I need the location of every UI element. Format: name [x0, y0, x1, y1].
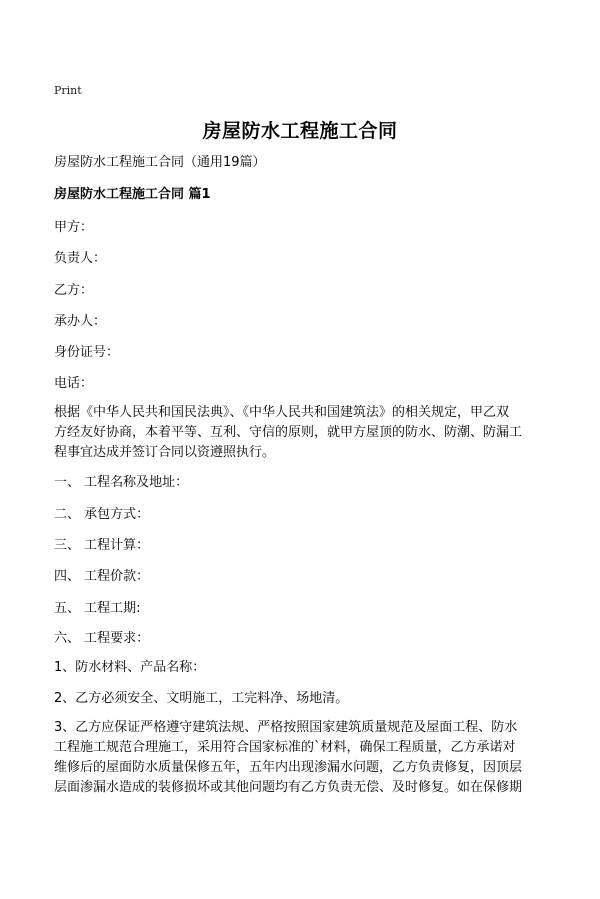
- field-party-a-contact: 负责人：: [54, 251, 107, 266]
- item-contract-method: 二、 承包方式：: [54, 507, 150, 522]
- intro-paragraph: [54, 403, 554, 463]
- item-project-name: 一、 工程名称及地址：: [54, 475, 189, 490]
- field-id-number: 身份证号：: [54, 345, 120, 360]
- clause-line: 层面渗漏水造成的装修损坏或其他问题均有乙方负责无偿、及时修复。如在保修期: [54, 780, 523, 795]
- intro-line: 程事宜达成并签订合同以资遵照执行。: [54, 445, 276, 460]
- item-safety: 2、乙方必须安全、文明施工，工完料净、场地清。: [54, 691, 349, 706]
- clause-line: 工程施工规范合理施工，采用符合国家标准的`材料，确保工程质量，乙方承诺对: [54, 740, 516, 755]
- print-label: Print: [54, 84, 82, 97]
- field-party-b-agent: 承办人：: [54, 314, 107, 329]
- field-party-b: 乙方：: [54, 283, 94, 298]
- item-duration: 五、 工程工期:: [54, 601, 141, 616]
- clause-line: 维修后的屋面防水质量保修五年，五年内出现渗漏水问题，乙方负责修复，因顶层: [54, 760, 523, 775]
- document-title: 房屋防水工程施工合同: [202, 120, 398, 142]
- section-heading: 房屋防水工程施工合同 篇1: [54, 187, 211, 202]
- field-party-a: 甲方：: [54, 220, 94, 235]
- intro-line: 根据《中华人民共和国民法典》、《中华人民共和国建筑法》的相关规定，甲乙双: [54, 405, 510, 420]
- field-phone: 电话：: [54, 376, 94, 391]
- document-subtitle: 房屋防水工程施工合同（通用19篇）: [54, 155, 266, 170]
- item-requirements: 六、 工程要求：: [54, 631, 150, 646]
- item-material: 1、防水材料、产品名称：: [54, 660, 206, 675]
- clause-line: 3、乙方应保证严格遵守建筑法规、严格按照国家建筑质量规范及屋面工程、防水: [54, 720, 518, 735]
- intro-line: 方经友好协商，本着平等、互利、守信的原则，就甲方屋顶的防水、防潮、防漏工: [54, 425, 523, 440]
- clause-3-paragraph: [54, 718, 554, 798]
- item-calculation: 三、 工程计算：: [54, 538, 150, 553]
- item-price: 四、 工程价款：: [54, 569, 150, 584]
